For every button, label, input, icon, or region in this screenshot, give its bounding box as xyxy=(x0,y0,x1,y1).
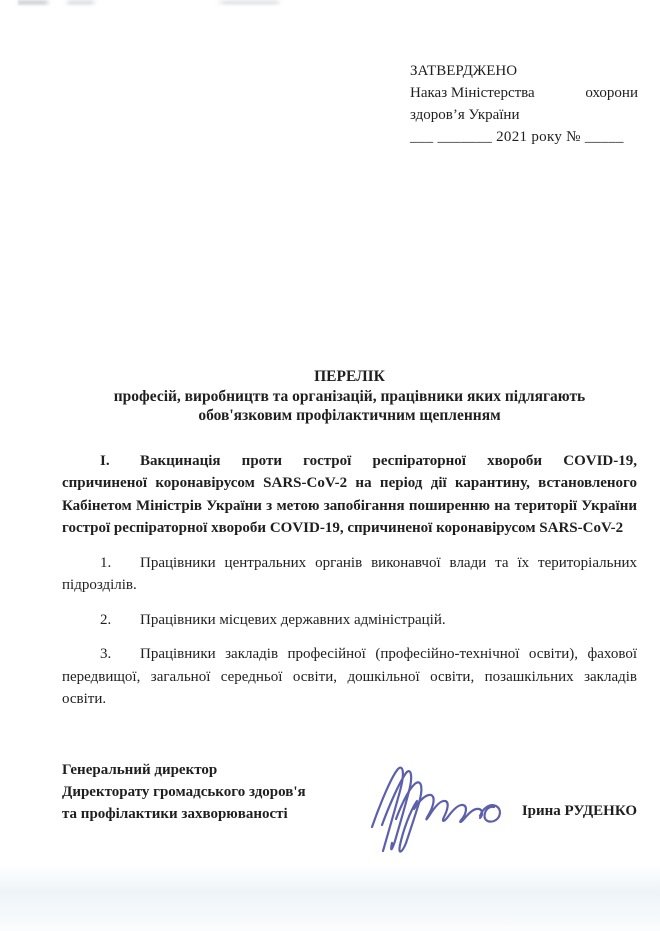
signatory-position-line1: Генеральний директор xyxy=(62,761,218,778)
approval-order-line xyxy=(410,82,638,104)
list-item-2 xyxy=(62,609,637,632)
document-title xyxy=(62,367,637,426)
title-subtitle-line1: професій, виробництв та організацій, працівники яких підлягають xyxy=(113,387,586,405)
list-item-1-number: 1. xyxy=(100,554,112,571)
list-item-2-text: Працівники місцевих державних адміністрацій. xyxy=(140,611,446,628)
approval-order-left: Наказ Міністерства xyxy=(410,85,535,101)
approval-date-number-line: ___ _______ 2021 року № _____ xyxy=(410,129,624,145)
title-word: ПЕРЕЛІК xyxy=(314,368,385,385)
approval-stamp-word: ЗАТВЕРДЖЕНО xyxy=(410,63,518,79)
section-paragraph xyxy=(62,450,637,540)
signatory-position-line2: Директорату громадського здоров'я xyxy=(62,783,306,800)
list-item-3 xyxy=(62,643,637,711)
scan-artifact-top xyxy=(18,0,348,5)
approval-ministry-line: здоров’я України xyxy=(410,107,520,123)
signatory-name: Ірина РУДЕНКО xyxy=(521,802,637,819)
handwritten-signature xyxy=(362,761,510,859)
list-item-2-number: 2. xyxy=(100,611,112,628)
signatory-position xyxy=(62,759,372,825)
title-subtitle-line2: обов'язковим профілактичним щепленням xyxy=(198,407,501,424)
approval-order-right: охорони xyxy=(585,85,638,101)
section-text: Вакцинація проти гострої респіраторної хвороби COVID-19, спричиненої коронавірусом SARS-CoV-2 на період дії карантину, встановленого Кабінетом Міністрів України з метою запобігання поширенню на території України гострої респіраторної хвороби COVID-19, спричиненої коронавірусом SARS-CoV-2 xyxy=(62,452,637,536)
signature-block xyxy=(62,759,637,879)
signatory-position-line3: та профілактики захворюваності xyxy=(62,805,288,822)
list-item-3-number: 3. xyxy=(100,646,112,662)
list-item-3-text: Працівники закладів професійної (професійно-технічної освіти), фахової передвищої, загальної середньої освіти, дошкільної освіти, позашкільних закладів освіти. xyxy=(62,646,637,707)
list-item-1-text: Працівники центральних органів виконавчої влади та їх територіальних підрозділів. xyxy=(62,554,637,593)
approval-block xyxy=(410,60,638,148)
section-number: І. xyxy=(100,452,110,469)
list-item-1 xyxy=(62,552,637,597)
